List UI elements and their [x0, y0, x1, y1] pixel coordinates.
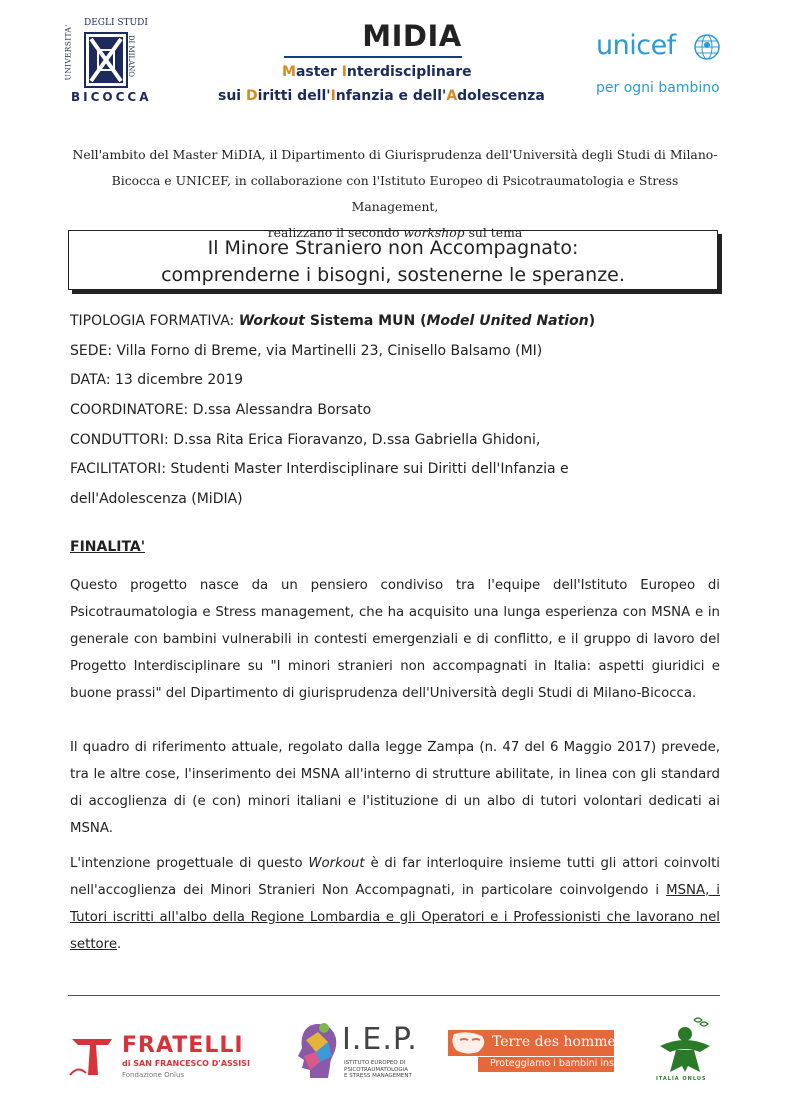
info-tipologia	[70, 313, 595, 329]
bicocca-top-text: DEGLI STUDI	[84, 18, 148, 28]
paragraph-span: L'intenzione progettuale di questo	[70, 856, 309, 871]
midia-subtitle-line2	[218, 88, 545, 104]
paragraph-text	[70, 850, 720, 958]
midia-title-text: MIDIA	[362, 19, 462, 53]
iep-sub-line: PSICOTRAUMATOLOGIA	[344, 1066, 408, 1073]
bicocca-logo	[63, 18, 154, 104]
accent-letter: I	[341, 64, 347, 80]
italia-onlus-logo	[650, 1016, 720, 1082]
intro-text: sul tema	[464, 225, 523, 240]
info-value: Sistema MUN (	[305, 313, 427, 329]
finalita-heading: FINALITA'	[70, 539, 146, 555]
paragraph-underline: MSNA, i Tutori iscritti all'albo della Regione Lombardia e gli Operatori e i Professionisti che lavorano nel settore	[70, 883, 720, 952]
info-value: )	[588, 313, 596, 329]
finalita-paragraph-1	[70, 572, 720, 707]
unicef-logo	[596, 30, 736, 102]
subtitle-text: dolescenza	[457, 88, 545, 104]
subtitle-text: nfanzia e dell'	[335, 88, 447, 104]
midia-title	[282, 20, 542, 52]
accent-letter: A	[446, 88, 458, 104]
iep-sub-line: E STRESS MANAGEMENT	[344, 1073, 412, 1079]
workshop-title-line1: Il Minore Straniero non Accompagnato:	[207, 237, 579, 259]
iep-head-icon	[294, 1020, 342, 1082]
paragraph-span: è di far interloquire insieme tutti gli attori coinvolti nell'accoglienza dei Minori Stranieri Non Accompagnati, in particolare coinvolgendo i	[70, 856, 720, 898]
fratelli-name: FRATELLI	[122, 1033, 244, 1058]
info-emphasis: Workout	[238, 313, 305, 329]
finalita-paragraph-3	[70, 850, 720, 958]
info-facilitatori: FACILITATORI: Studenti Master Interdisciplinare sui Diritti dell'Infanzia e	[70, 461, 569, 477]
info-label: TIPOLOGIA FORMATIVA:	[70, 313, 239, 329]
bicocca-right-text: DI MILANO	[127, 34, 136, 78]
bicocca-left-text: UNIVERSITA'	[63, 24, 73, 81]
italia-figure-icon	[654, 1016, 716, 1074]
bicocca-emblem-icon	[84, 32, 128, 88]
intro-line: Bicocca e UNICEF, in collaborazione con l'Istituto Europeo di Psicotraumatologia e Stress Management,	[111, 173, 679, 214]
tau-cross-icon	[68, 1035, 118, 1079]
workshop-title-line2: comprenderne i bisogni, sostenerne le speranze.	[161, 264, 625, 286]
intro-emphasis: workshop	[403, 225, 465, 240]
info-facilitatori-cont: dell'Adolescenza (MiDIA)	[70, 491, 243, 507]
info-data: DATA: 13 dicembre 2019	[70, 372, 244, 388]
tdh-name: Terre des hommes	[492, 1034, 624, 1050]
italia-sub: ITALIA ONLUS	[656, 1076, 707, 1082]
info-emphasis: Model United Nation	[426, 313, 589, 329]
subtitle-text: sui	[218, 88, 246, 104]
fratelli-sub2: Fondazione Onlus	[122, 1071, 185, 1079]
paragraph-text: Il quadro di riferimento attuale, regolato dalla legge Zampa (n. 47 del 6 Maggio 2017) prevede, tra le altre cose, l'inserimento dei MSNA all'interno di strutture abilitate, in linea con gli standard di accoglienza di (e con) minori italiani e l'istituzione di un albo di tutori volontari dedicati ai MSNA.	[70, 740, 720, 836]
paragraph-text: Questo progetto nasce da un pensiero condiviso tra l'equipe dell'Istituto Europeo di Psicotraumatologia e Stress management, che ha acquisito una lunga esperienza con MSNA e in generale con bambini vulnerabili in contesti emergenziali e di conflitto, e il gruppo di lavoro del Progetto Interdisciplinare su "I minori stranieri non accompagnati in Italia: aspetti giuridici e buone prassi" del Dipartimento di giurisprudenza dell'Università degli Studi di Milano-Bicocca.	[70, 578, 720, 701]
fratelli-logo	[68, 1033, 258, 1078]
unicef-tagline: per ogni bambino	[596, 80, 720, 96]
tdh-face-icon	[448, 1030, 492, 1056]
workshop-title-box	[68, 230, 718, 290]
intro-text: realizzano il secondo	[267, 225, 404, 240]
finalita-paragraph-2	[70, 734, 720, 842]
footer-divider	[68, 995, 720, 996]
paragraph-span: .	[117, 937, 122, 952]
unicef-globe-icon	[692, 32, 722, 62]
terre-des-hommes-logo	[448, 1030, 638, 1074]
subtitle-text: nterdisciplinare	[346, 64, 472, 80]
subtitle-text: iritti dell'	[257, 88, 331, 104]
info-conduttori: CONDUTTORI: D.ssa Rita Erica Fioravanzo, D.ssa Gabriella Ghidoni,	[70, 432, 541, 448]
bicocca-bottom-text: BICOCCA	[71, 90, 152, 104]
subtitle-text: aster	[295, 64, 342, 80]
iep-logo	[294, 1020, 418, 1082]
iep-name: I.E.P.	[342, 1022, 418, 1057]
accent-letter: I	[330, 88, 336, 104]
info-coordinatore: COORDINATORE: D.ssa Alessandra Borsato	[70, 402, 372, 418]
paragraph-emphasis: Workout	[308, 856, 365, 871]
intro-line: Nell'ambito del Master MiDIA, il Dipartimento di Giurisprudenza dell'Università degli Studi di Milano-	[72, 147, 718, 162]
iep-sub	[344, 1060, 412, 1080]
midia-subtitle-line1	[282, 64, 472, 80]
midia-title-rule	[284, 56, 462, 58]
fratelli-sub: di SAN FRANCESCO D'ASSISI	[122, 1059, 250, 1068]
accent-letter: D	[245, 88, 258, 104]
tdh-tagline: Proteggiamo i bambini insieme	[490, 1058, 638, 1069]
iep-sub-line: ISTITUTO EUROPEO DI	[344, 1060, 406, 1066]
info-sede: SEDE: Villa Forno di Breme, via Martinelli 23, Cinisello Balsamo (MI)	[70, 343, 543, 359]
tdh-bottom-band	[478, 1057, 638, 1072]
unicef-wordmark: unicef	[596, 30, 676, 61]
accent-letter: M	[282, 64, 296, 80]
